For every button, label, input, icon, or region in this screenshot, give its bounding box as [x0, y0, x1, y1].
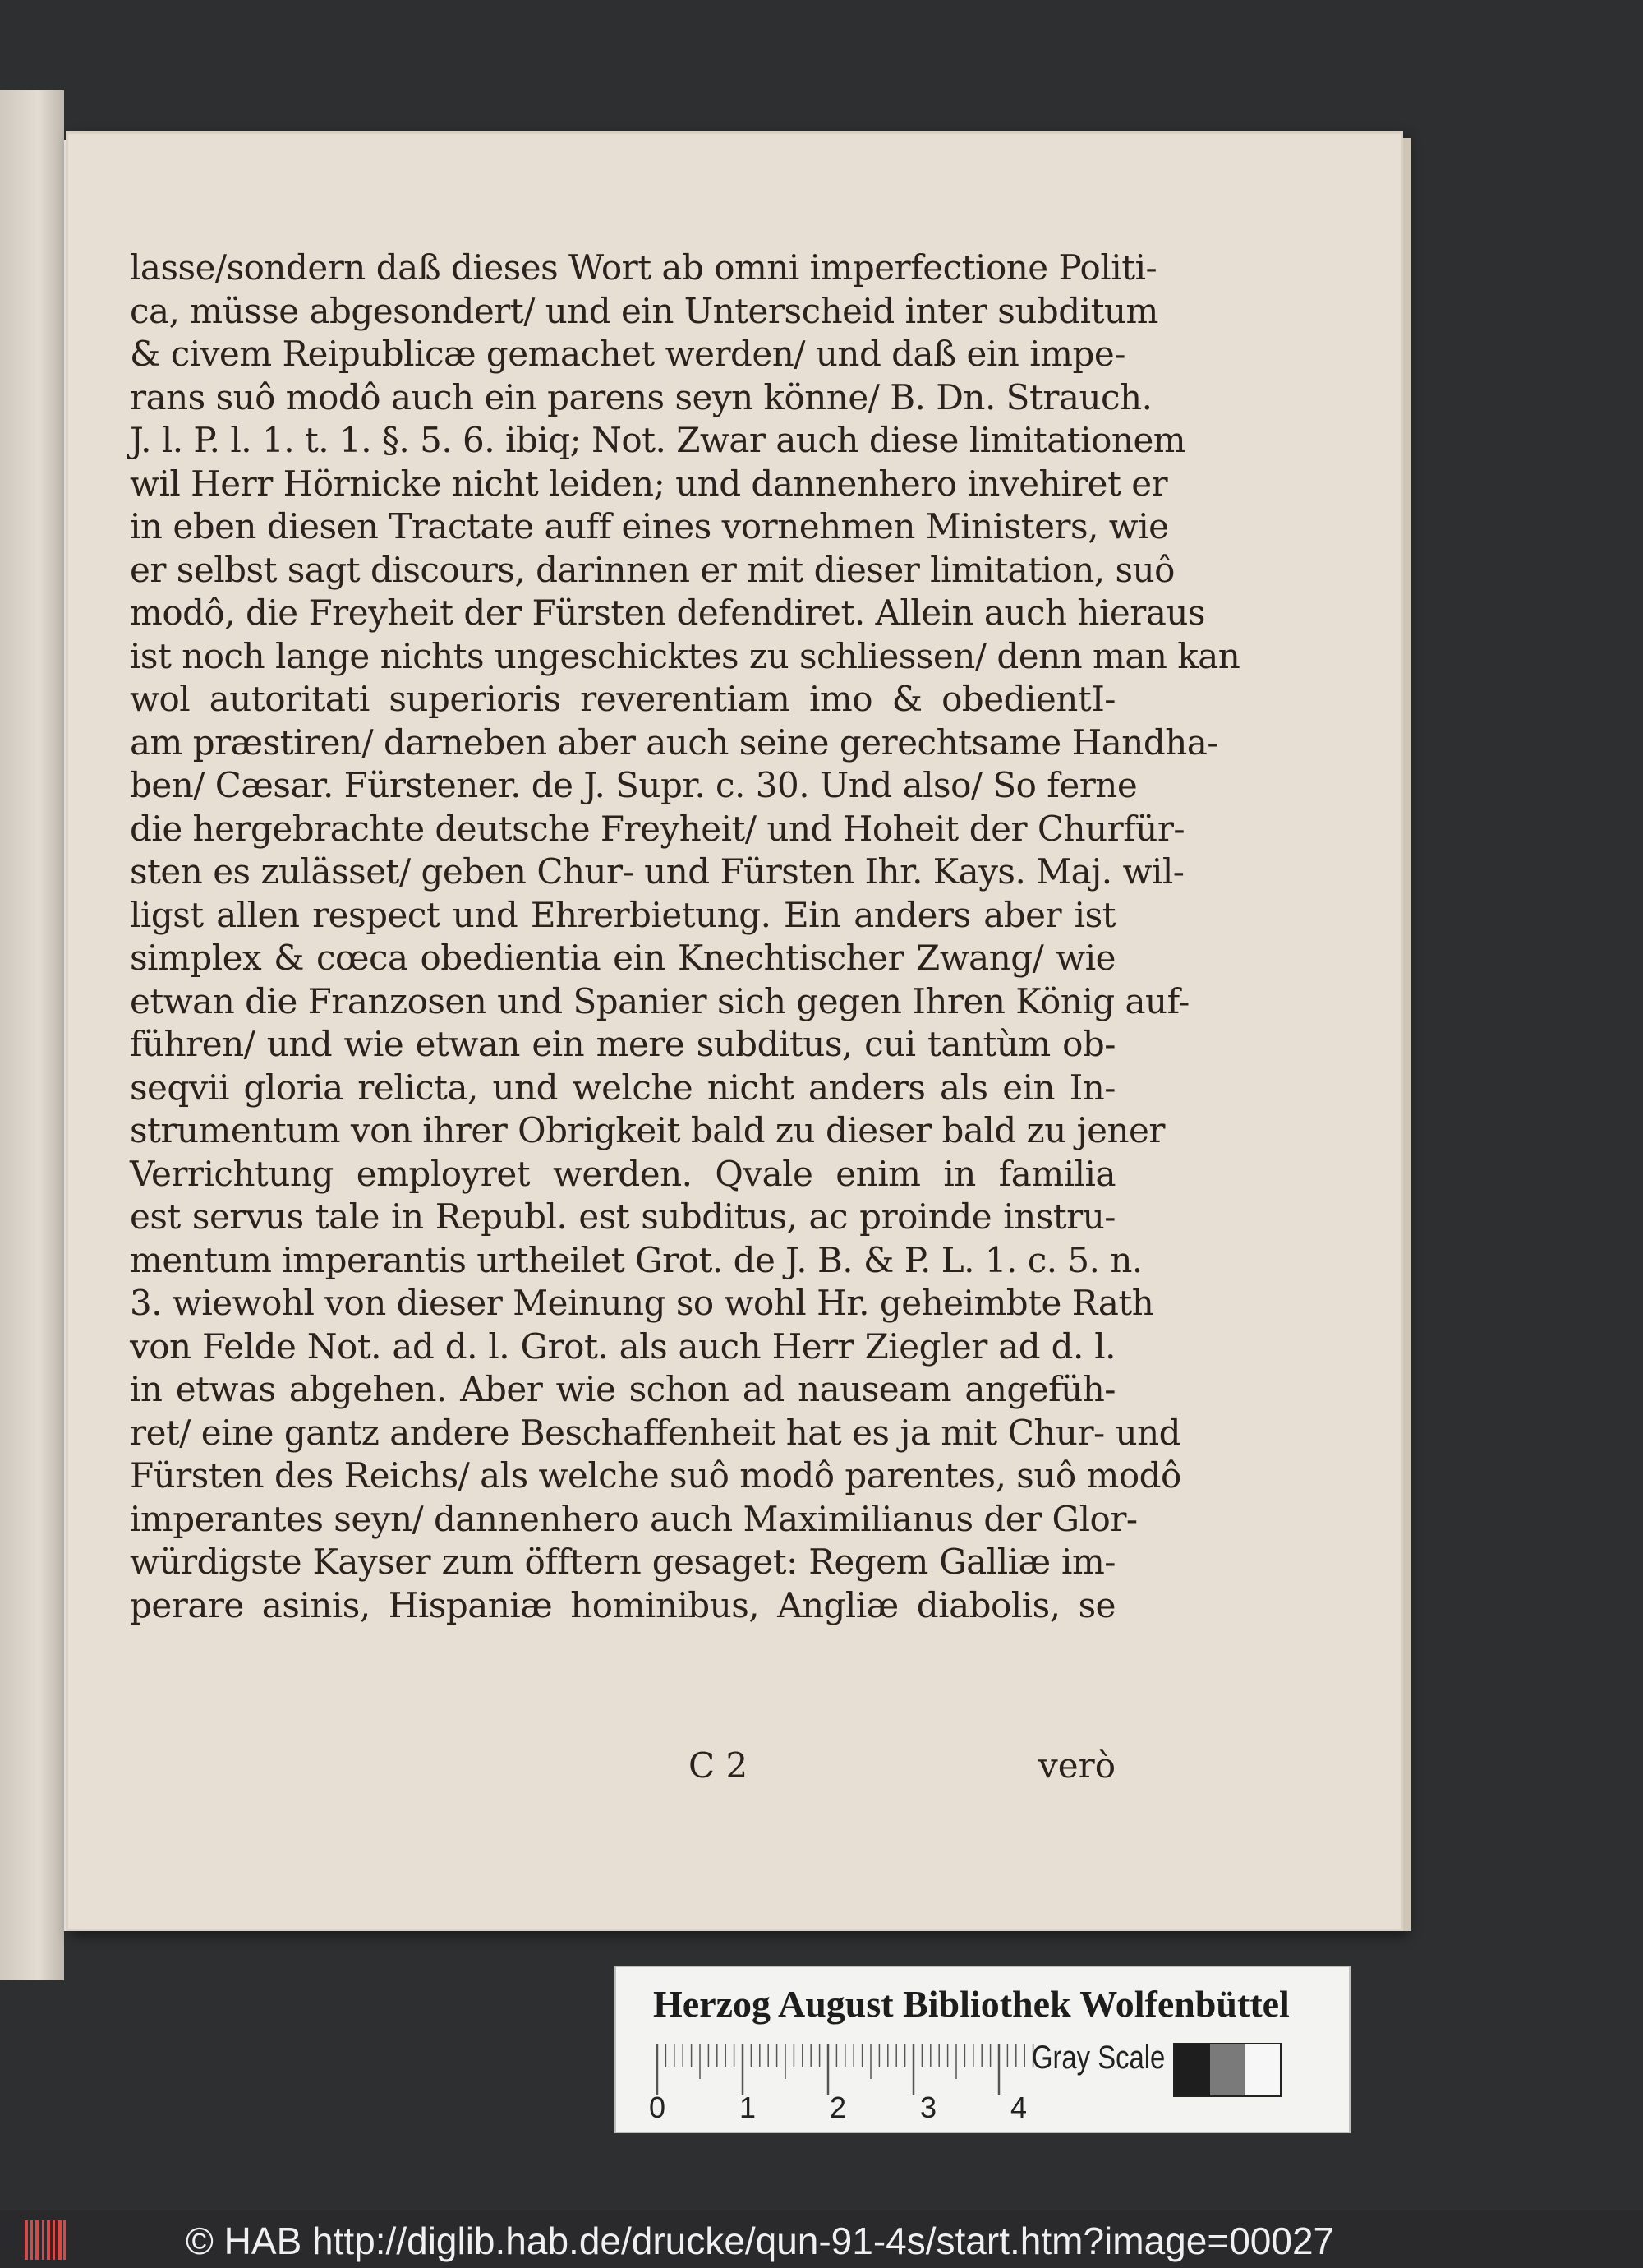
gray-scale-label: Gray Scale — [1032, 2040, 1166, 2076]
copyright-text: © HAB http://diglib.hab.de/drucke/qun-91-4s/start.htm?image=00027 — [186, 2220, 1335, 2262]
scale-number: 1 — [739, 2091, 757, 2124]
gray-swatch-cell — [1210, 2044, 1245, 2095]
text-line: & civem Reipublicæ gemachet werden/ und daß ein impe- — [130, 334, 1125, 374]
text-line: die hergebrachte deutsche Freyheit/ und Hoheit der Churfür- — [130, 808, 1185, 849]
adjacent-page-strip — [0, 90, 64, 1980]
scale-number: 2 — [830, 2091, 847, 2124]
library-name: Herzog August Bibliothek Wolfenbüttel — [653, 1983, 1290, 2025]
gray-swatch-cell — [1245, 2044, 1280, 2095]
text-line: ca, müsse abgesondert/ und ein Unterscheid inter subditum — [130, 290, 1158, 331]
gray-scale-swatch — [1173, 2043, 1282, 2097]
page-text — [130, 247, 1240, 1627]
text-line: wol autoritati superioris reverentiam imo & obedientI- — [130, 679, 1116, 719]
text-line: etwan die Franzosen und Spanier sich gegen Ihren König auf- — [130, 980, 1190, 1021]
text-line: simplex & cœca obedientia ein Knechtischer Zwang/ wie — [130, 938, 1116, 978]
text-line: in etwas abgehen. Aber wie schon ad nauseam angefüh- — [130, 1369, 1116, 1409]
catchword: verò — [1038, 1745, 1116, 1786]
gray-swatch-cell — [1175, 2044, 1210, 2095]
text-line: seqvii gloria relicta, und welche nicht anders als ein In- — [130, 1067, 1116, 1108]
text-line: Fürsten des Reichs/ als welche suô modô parentes, suô modô — [130, 1455, 1181, 1496]
text-line: mentum imperantis urtheilet Grot. de J. B. & P. L. 1. c. 5. n. — [130, 1239, 1143, 1280]
text-line: 3. wiewohl von dieser Meinung so wohl Hr. geheimbte Rath — [130, 1283, 1154, 1323]
text-line: ligst allen respect und Ehrerbietung. Ein anders aber ist — [130, 894, 1116, 935]
text-line: ist noch lange nichts ungeschicktes zu schliessen/ denn man kan — [130, 635, 1240, 676]
text-line: würdigste Kayser zum öfftern gesaget: Regem Galliæ im- — [130, 1542, 1116, 1582]
text-line: J. l. P. l. 1. t. 1. §. 5. 6. ibiq; Not. Zwar auch diese limitationem — [130, 420, 1186, 460]
text-line: sten es zulässet/ geben Chur- und Fürsten Ihr. Kays. Maj. wil- — [130, 851, 1185, 892]
scale-numbers — [649, 2091, 1076, 2127]
text-line: am præstiren/ darneben aber auch seine gerechtsame Handha- — [130, 721, 1219, 763]
text-line: wil Herr Hörnicke nicht leiden; und dannenhero invehiret er — [130, 463, 1168, 504]
text-line: er selbst sagt discours, darinnen er mit dieser limitation, suô — [130, 549, 1175, 590]
text-line: ret/ eine gantz andere Beschaffenheit hat es ja mit Chur- und — [130, 1412, 1181, 1453]
text-line: modô, die Freyheit der Fürsten defendiret. Allein auch hieraus — [130, 592, 1205, 633]
page-edge — [1403, 138, 1411, 1931]
text-line: von Felde Not. ad d. l. Grot. als auch Herr Ziegler ad d. l. — [130, 1325, 1116, 1367]
signature-mark: C 2 — [688, 1745, 748, 1786]
scale-number: 4 — [1010, 2091, 1028, 2124]
text-line: imperantes seyn/ dannenhero auch Maximilianus der Glor- — [130, 1498, 1138, 1539]
text-line: führen/ und wie etwan ein mere subditus, cui tantùm ob- — [130, 1024, 1116, 1064]
text-line: rans suô modô auch ein parens seyn könne/ B. Dn. Strauch. — [130, 376, 1153, 417]
text-line: est servus tale in Republ. est subditus, ac proinde instru- — [130, 1196, 1116, 1237]
scale-number: 3 — [920, 2091, 937, 2124]
text-line: in eben diesen Tractate auff eines vornehmen Ministers, wie — [130, 506, 1169, 546]
text-line: perare asinis, Hispaniæ hominibus, Angliæ diabolis, se — [130, 1584, 1116, 1625]
document-page — [66, 131, 1403, 1931]
scale-number: 0 — [649, 2091, 666, 2124]
page-footer — [130, 1745, 1116, 1788]
barcode-icon — [25, 2220, 66, 2260]
text-line: ben/ Cæsar. Fürstener. de J. Supr. c. 30. Und also/ So ferne — [130, 765, 1138, 805]
library-color-card — [614, 1966, 1351, 2133]
text-line: lasse/sondern daß dieses Wort ab omni imperfectione Politi- — [130, 247, 1157, 288]
text-line: strumentum von ihrer Obrigkeit bald zu dieser bald zu jener — [130, 1110, 1165, 1150]
text-line: Verrichtung employret werden. Qvale enim in familia — [130, 1153, 1116, 1194]
